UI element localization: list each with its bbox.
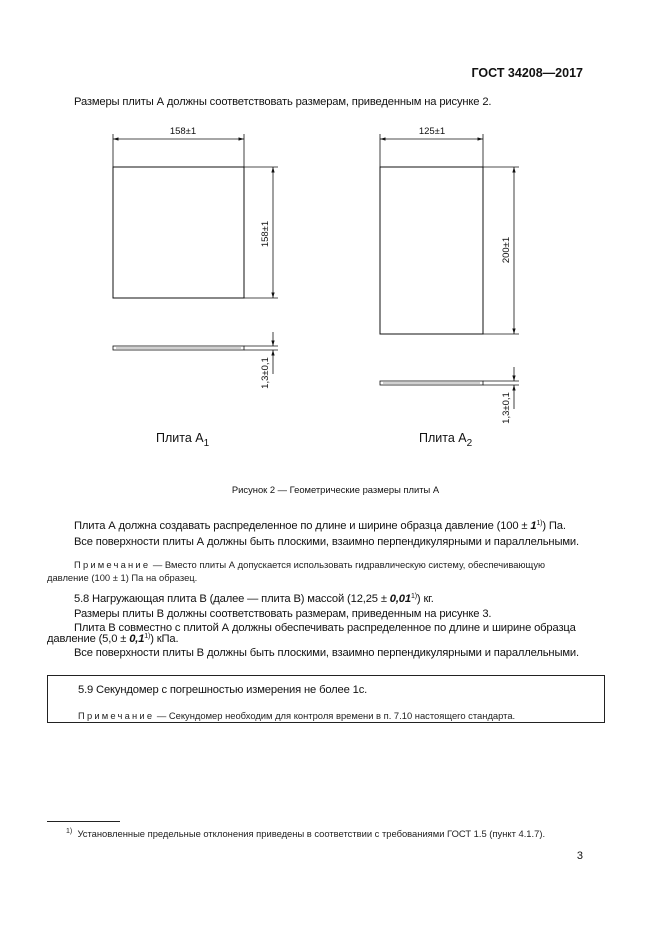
footnote-separator [47, 821, 120, 822]
figure-2-drawing [0, 120, 661, 540]
plate-a-pressure-text: Плита А должна создавать распределенное по длине и ширине образца давление $(100 \pm 1^{1)})$ Па. [74, 520, 566, 532]
plate-a1-label: Плита $А_1$ [156, 431, 210, 449]
dim-a1-width: 158±1 [169, 126, 197, 137]
section-5-8-line-2: Размеры плиты В должны соответствовать размерам, приведенным на рисунке 3. [74, 608, 492, 620]
dim-a1-thickness: 1,3±0,1 [260, 357, 271, 389]
figure-caption: Рисунок 2 — Геометрические размеры плиты А [231, 484, 440, 495]
section-5-8-line-3: Плита В совместно с плитой А должны обеспечивать распределенное по длине и ширине образца [74, 622, 576, 634]
footnote: $^{1)}$ Установленные предельные отклонения приведены в соответствии с требованиями ГОСТ 1.5 (пункт 4.1.7). [66, 828, 546, 839]
dim-a2-height: 200±1 [501, 236, 512, 264]
intro-paragraph: Размеры плиты А должны соответствовать размерам, приведенным на рисунке 2. [74, 96, 492, 108]
dim-a1-height: 158±1 [260, 220, 271, 248]
page-number: 3 [576, 850, 583, 862]
dim-a2-thickness: 1,3±0,1 [501, 392, 512, 424]
document-header: ГОСТ 34208—2017 [471, 66, 583, 80]
note-1-line-1: Примечание — Вместо плиты А допускается использовать гидравлическую систему, обеспечивающую [74, 559, 546, 570]
section-5-8-line-5: Все поверхности плиты В должны быть плоскими, взаимно перпендикулярными и параллельными. [74, 647, 579, 659]
dim-a2-width: 125±1 [418, 126, 446, 137]
note-1-line-2: давление (100 ± 1) Па на образец. [47, 572, 198, 583]
plate-a2-label: Плита $А_2$ [419, 431, 473, 449]
section-5-8-line-4: давление $(5,0 \pm 0,1^{1)})$ кПа. [47, 633, 179, 645]
section-5-8-title: 5.8 Нагружающая плита В (далее — плита В) массой $(12,25 \pm 0,01^{1)})$ кг. [74, 593, 434, 605]
section-5-9-title: 5.9 Секундомер с погрешностью измерения не более 1с. [78, 684, 368, 696]
section-5-9-note: Примечание — Секундомер необходим для контроля времени в п. 7.10 настоящего стандарта. [78, 710, 516, 721]
plate-a1-face [113, 167, 244, 298]
plate-a-surface-text: Все поверхности плиты А должны быть плоскими, взаимно перпендикулярными и параллельными. [74, 536, 579, 548]
plate-a2-face [380, 167, 483, 334]
